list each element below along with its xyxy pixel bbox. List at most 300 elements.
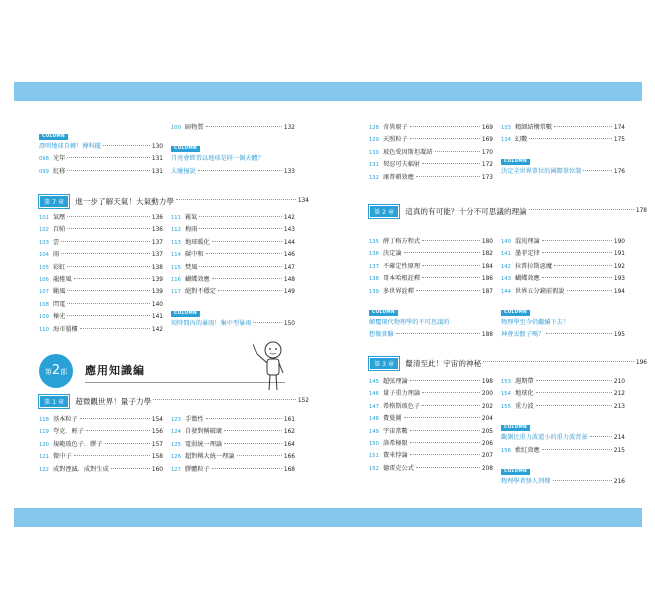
entry-number: 137 <box>369 263 379 270</box>
entry-page: 158 <box>151 454 163 461</box>
entry-title: 拉普拉斯惡魔 <box>515 262 553 270</box>
toc-column <box>39 122 163 178</box>
toc-column <box>369 236 493 342</box>
entry-number: 106 <box>39 276 49 283</box>
toc-entry[interactable] <box>171 262 295 274</box>
entry-page: 207 <box>481 453 493 460</box>
chapter-title: 超微觀世界！量子力學 <box>75 396 152 406</box>
entry-number: 139 <box>369 288 379 295</box>
entry-title: 想像實驗 <box>369 331 394 339</box>
entry-page: 193 <box>613 276 625 283</box>
entry-title: 混沌理論 <box>515 238 540 245</box>
toc-entry[interactable] <box>39 311 163 323</box>
toc-column-entry[interactable] <box>39 141 163 153</box>
toc-column-entry[interactable] <box>171 153 295 165</box>
entry-page: 186 <box>481 276 493 283</box>
entry-number: 120 <box>39 441 49 448</box>
entry-number: 140 <box>501 239 511 245</box>
entry-page: 169 <box>481 137 493 144</box>
toc-entry[interactable] <box>39 286 163 298</box>
entry-number: 134 <box>501 137 511 144</box>
toc-entry[interactable] <box>369 147 493 159</box>
toc-entry[interactable] <box>39 212 163 224</box>
entry-page: 156 <box>151 429 163 436</box>
toc-entry[interactable] <box>501 273 625 285</box>
entry-number: 124 <box>171 429 181 436</box>
toc-entry[interactable] <box>39 324 163 336</box>
entry-title: 墨菲定律 <box>515 250 540 258</box>
entry-title: 哥本哈根詮釋 <box>383 275 421 283</box>
entry-title: 閃電 <box>53 300 66 308</box>
toc-entry[interactable] <box>369 248 493 260</box>
entry-title: 顛覆現代物理學的不可思議的 <box>369 318 450 326</box>
entry-page: 190 <box>613 239 625 245</box>
entry-page: 139 <box>151 289 163 296</box>
toc-column-entry[interactable] <box>501 432 625 444</box>
entry-number: 132 <box>369 174 379 181</box>
entry-page: 212 <box>613 391 625 398</box>
entry-page: 133 <box>283 168 295 175</box>
entry-number: 127 <box>171 466 181 473</box>
column-badge: COLUMN <box>171 311 200 317</box>
entry-title: 費曼圖 <box>383 415 402 423</box>
toc-entry[interactable] <box>501 236 625 248</box>
entry-title: 幻數 <box>515 136 528 144</box>
entry-page: 146 <box>283 252 295 259</box>
toc-entry[interactable] <box>369 438 493 450</box>
entry-number: 115 <box>171 264 181 271</box>
toc-entry[interactable] <box>171 414 295 426</box>
entry-number: 150 <box>369 440 379 447</box>
entry-page: 162 <box>283 429 295 436</box>
entry-title: 霧氣 <box>185 214 198 221</box>
entry-title: 康普頓效應 <box>383 173 414 181</box>
entry-number: 146 <box>369 391 379 398</box>
entry-title: 基本粒子 <box>53 416 78 423</box>
entry-title: 月亮會經常以地球是同一個天體？ <box>171 155 264 163</box>
entry-number: 129 <box>369 137 379 144</box>
toc-column <box>369 122 493 184</box>
entry-page: 157 <box>151 441 163 448</box>
toc-column-entry[interactable] <box>171 318 295 330</box>
toc-entry[interactable] <box>501 122 625 134</box>
chapter-page: 196 <box>635 360 647 366</box>
entry-title: 重力波 <box>515 402 534 410</box>
entry-title: 絕對不穩定 <box>185 288 216 296</box>
entry-page: 161 <box>283 417 295 423</box>
toc-entry[interactable] <box>369 236 493 248</box>
entry-number: 114 <box>171 252 181 259</box>
entry-title: 多世界詮釋 <box>383 287 414 295</box>
entry-page: 154 <box>151 417 163 423</box>
toc-entry[interactable] <box>369 122 493 134</box>
entry-number: 122 <box>39 466 49 473</box>
entry-title: 自發對稱破壞 <box>185 428 223 436</box>
entry-page: 182 <box>481 251 493 258</box>
entry-number: 147 <box>369 403 379 410</box>
entry-title: 雲 <box>53 238 60 246</box>
entry-title: 短時間內的暴雨！集中型暴雨 <box>171 319 252 327</box>
entry-number: 101 <box>39 215 49 221</box>
toc-entry[interactable] <box>39 426 163 438</box>
entry-page: 131 <box>151 168 163 175</box>
entry-title: 德雷克公式 <box>383 464 414 472</box>
entry-number: 105 <box>39 264 49 271</box>
toc-column <box>171 122 295 178</box>
entry-title: 地球化 <box>515 390 534 398</box>
entry-page: 164 <box>283 441 295 448</box>
toc-entry[interactable] <box>39 274 163 286</box>
entry-page: 202 <box>481 403 493 410</box>
entry-page: 137 <box>151 239 163 246</box>
chapter-heading[interactable] <box>39 194 309 208</box>
entry-number: 108 <box>39 301 49 308</box>
toc-entry[interactable] <box>369 273 493 285</box>
entry-title: 決定論 <box>383 250 402 258</box>
toc-entry[interactable] <box>501 261 625 273</box>
chapter-page: 152 <box>297 398 309 404</box>
toc-entry[interactable] <box>369 172 493 184</box>
toc-column-entry[interactable] <box>501 317 625 329</box>
chapter-badge: 第 7 章 <box>39 195 69 208</box>
entry-title: 量子重力理論 <box>383 390 421 398</box>
chapter-title: 釐清至此！宇宙的神秘 <box>405 358 482 368</box>
entry-title: 玻色愛因斯坦凝結 <box>383 148 433 156</box>
entry-title: 超弦理論 <box>383 378 408 385</box>
toc-entry[interactable] <box>369 261 493 273</box>
chapter-page: 178 <box>635 208 647 214</box>
entry-number: 099 <box>39 168 49 175</box>
entry-number: 125 <box>171 441 181 448</box>
entry-page: 136 <box>151 227 163 234</box>
bottom-color-band <box>14 508 642 527</box>
toc-entry[interactable] <box>501 445 625 457</box>
toc-entry[interactable] <box>501 388 625 400</box>
toc-entry[interactable] <box>171 451 295 463</box>
column-badge: COLUMN <box>171 146 200 152</box>
entry-page: 142 <box>151 326 163 333</box>
toc-column <box>171 212 295 330</box>
column-badge: COLUMN <box>369 310 398 316</box>
toc-entry[interactable] <box>501 329 625 341</box>
entry-title: 超對稱大統一理論 <box>185 453 235 461</box>
entry-number: 138 <box>369 276 379 283</box>
toc-entry[interactable] <box>369 401 493 413</box>
entry-title: 暗物質 <box>185 124 204 131</box>
entry-number: 152 <box>369 465 379 472</box>
entry-number: 111 <box>171 215 181 221</box>
toc-entry[interactable] <box>39 249 163 261</box>
entry-title: 雨 <box>53 251 60 259</box>
entry-number: 116 <box>171 276 181 283</box>
entry-page: 184 <box>481 263 493 270</box>
entry-title: 氣壓 <box>53 214 66 221</box>
entry-page: 176 <box>613 168 625 175</box>
toc-entry[interactable] <box>39 153 163 165</box>
toc-entry[interactable] <box>171 249 295 261</box>
entry-number: 112 <box>171 227 181 234</box>
entry-page: 169 <box>481 125 493 131</box>
entry-number: 156 <box>501 447 511 454</box>
entry-number: 107 <box>39 289 49 296</box>
entry-title: 地球暖化 <box>185 238 210 246</box>
entry-page: 147 <box>283 264 295 271</box>
chapter-heading[interactable] <box>369 204 647 218</box>
entry-title: 宇宙常數 <box>383 427 408 435</box>
entry-title: 電弱統一理論 <box>185 440 223 448</box>
entry-number: 143 <box>501 276 511 283</box>
entry-number: 118 <box>39 417 49 423</box>
entry-number: 148 <box>369 416 379 423</box>
entry-page: 150 <box>283 320 295 327</box>
toc-entry[interactable] <box>369 286 493 298</box>
toc-entry[interactable] <box>39 224 163 236</box>
entry-number: 100 <box>171 125 181 131</box>
entry-title: 膠體粒子 <box>185 465 210 473</box>
entry-page: 180 <box>481 239 493 245</box>
toc-entry[interactable] <box>39 414 163 426</box>
entry-page: 148 <box>283 276 295 283</box>
entry-page: 195 <box>613 332 625 339</box>
entry-page: 214 <box>613 435 625 442</box>
column-badge: COLUMN <box>39 134 68 140</box>
toc-column <box>171 414 295 476</box>
entry-page: 194 <box>613 288 625 295</box>
entry-page: 191 <box>613 251 625 258</box>
entry-page: 174 <box>613 125 625 131</box>
entry-title: 紅移 <box>53 167 66 175</box>
entry-page: 173 <box>481 174 493 181</box>
entry-number: 117 <box>171 289 181 296</box>
entry-number: 141 <box>501 251 511 258</box>
toc-column <box>501 236 625 342</box>
column-badge: COLUMN <box>501 310 530 316</box>
entry-page: 144 <box>283 239 295 246</box>
entry-title: 證明地球自轉！傅科擺 <box>39 143 101 150</box>
entry-number: 113 <box>171 239 181 246</box>
entry-page: 160 <box>151 466 163 473</box>
entry-number: 128 <box>369 125 379 131</box>
toc-entry[interactable] <box>171 237 295 249</box>
entry-page: 139 <box>151 276 163 283</box>
entry-title: 光年 <box>53 155 66 163</box>
entry-title: 薛丁格方程式 <box>383 238 421 245</box>
entry-title: 蝴蝶效應 <box>515 275 540 283</box>
entry-number: 098 <box>39 156 49 163</box>
toc-entry[interactable] <box>501 286 625 298</box>
chapter-title: 進一步了解天氣！大氣動力學 <box>75 196 174 206</box>
toc-column-entry[interactable] <box>501 166 625 178</box>
entry-title: 奇異原子 <box>383 124 408 131</box>
entry-page: 198 <box>481 379 493 385</box>
entry-number: 149 <box>369 428 379 435</box>
entry-title: 不確定性原理 <box>383 262 421 270</box>
toc-column <box>369 376 493 475</box>
toc-entry[interactable] <box>39 299 163 311</box>
toc-entry[interactable] <box>171 426 295 438</box>
entry-page: 140 <box>151 301 163 308</box>
entry-title: 百帕 <box>53 226 66 234</box>
entry-page: 131 <box>151 156 163 163</box>
part-badge: 第2部 <box>39 354 73 388</box>
toc-entry[interactable] <box>171 224 295 236</box>
entry-number: 144 <box>501 288 511 295</box>
entry-title: 大碰撞說 <box>171 167 196 175</box>
entry-number: 102 <box>39 227 49 234</box>
toc-entry[interactable] <box>501 134 625 146</box>
entry-title: 焚風 <box>185 263 198 271</box>
entry-page: 172 <box>481 162 493 169</box>
entry-number: 145 <box>369 379 379 385</box>
entry-page: 204 <box>481 416 493 423</box>
entry-number: 154 <box>501 391 511 398</box>
entry-page: 216 <box>613 478 625 485</box>
entry-number: 126 <box>171 454 181 461</box>
entry-page: 168 <box>283 466 295 473</box>
entry-number: 109 <box>39 314 49 321</box>
entry-title: 海市蜃樓 <box>53 325 78 333</box>
toc-column <box>39 414 163 476</box>
part-title: 應用知識編 <box>85 364 145 377</box>
entry-title: 藍紅效應 <box>515 446 540 454</box>
entry-page: 136 <box>151 215 163 221</box>
toc-entry[interactable] <box>171 166 295 178</box>
chapter-heading[interactable] <box>369 356 647 370</box>
entry-page: 137 <box>151 252 163 259</box>
entry-title: 颱風 <box>53 288 66 296</box>
entry-title: 夸克．輕子 <box>53 428 84 436</box>
entry-page: 213 <box>613 403 625 410</box>
entry-number: 151 <box>369 453 379 460</box>
toc-entry[interactable] <box>369 413 493 425</box>
toc-entry[interactable] <box>171 439 295 451</box>
entry-page: 141 <box>151 314 163 321</box>
toc-column <box>501 376 625 488</box>
chapter-badge: 第 2 章 <box>369 205 399 218</box>
entry-page: 187 <box>481 288 493 295</box>
column-badge: COLUMN <box>501 469 530 475</box>
entry-title: 物理學者怪人列傳 <box>501 477 551 485</box>
toc-entry[interactable] <box>39 166 163 178</box>
entry-title: 精細結構常數 <box>515 124 553 131</box>
column-badge: COLUMN <box>501 425 530 431</box>
entry-title: 蝴蝶效應 <box>185 275 210 283</box>
toc-entry[interactable] <box>369 376 493 388</box>
entry-page: 142 <box>283 215 295 221</box>
toc-entry[interactable] <box>369 388 493 400</box>
entry-title: 決定全世界單位的國際單位制 <box>501 167 582 175</box>
entry-number: 153 <box>501 379 511 385</box>
entry-title: 微中子 <box>53 453 72 461</box>
entry-page: 132 <box>283 125 295 131</box>
entry-number: 104 <box>39 252 49 259</box>
toc-entry[interactable] <box>369 426 493 438</box>
chapter-title: 這真的有可能？十分不可思議的理論 <box>405 206 527 216</box>
entry-title: 費米悖論 <box>383 452 408 460</box>
entry-number: 133 <box>501 125 511 131</box>
toc-entry[interactable] <box>39 439 163 451</box>
entry-page: 175 <box>613 137 625 144</box>
toc-entry[interactable] <box>39 262 163 274</box>
entry-page: 143 <box>283 227 295 234</box>
entry-title: 規範玻色子．膠子 <box>53 440 103 448</box>
entry-number: 135 <box>369 239 379 245</box>
toc-entry[interactable] <box>501 376 625 388</box>
entry-title: 世界五分鐘前假說 <box>515 287 565 295</box>
entry-title: 成對湮滅．成對生成 <box>53 465 109 473</box>
entry-number: 103 <box>39 239 49 246</box>
entry-number: 119 <box>39 429 49 436</box>
toc-entry[interactable] <box>369 159 493 171</box>
toc-entry[interactable] <box>369 329 493 341</box>
entry-page: 170 <box>481 149 493 156</box>
toc-entry[interactable] <box>369 450 493 462</box>
entry-title: 週期帶 <box>515 378 534 385</box>
entry-title: 觀測比重力波還小的重力波背景 <box>501 434 588 442</box>
entry-title: 碳中和 <box>185 251 204 259</box>
toc-entry[interactable] <box>369 134 493 146</box>
chapter-badge: 第 3 章 <box>369 357 399 370</box>
entry-title: 龍捲風 <box>53 275 72 283</box>
entry-title: 物理學至今仍繼續下去！ <box>501 318 570 326</box>
entry-page: 200 <box>481 391 493 398</box>
entry-page: 166 <box>283 454 295 461</box>
toc-entry[interactable] <box>39 464 163 476</box>
toc-entry[interactable] <box>171 122 295 134</box>
chapter-badge: 第 1 章 <box>39 395 69 408</box>
entry-page: 210 <box>613 379 625 385</box>
toc-column <box>501 122 625 178</box>
toc-entry[interactable] <box>171 464 295 476</box>
entry-number: 110 <box>39 326 49 333</box>
entry-number: 136 <box>369 251 379 258</box>
chapter-heading[interactable] <box>39 394 309 408</box>
entry-page: 205 <box>481 428 493 435</box>
entry-number: 155 <box>501 403 511 410</box>
entry-number: 131 <box>369 162 379 169</box>
entry-title: 梅雨 <box>185 226 198 234</box>
toc-entry[interactable] <box>171 286 295 298</box>
entry-page: 192 <box>613 263 625 270</box>
entry-title: 神會丟骰子嗎？ <box>501 331 545 339</box>
toc-entry[interactable] <box>171 212 295 224</box>
toc-entry[interactable] <box>501 401 625 413</box>
toc-entry[interactable] <box>39 237 163 249</box>
entry-title: 洛希極限 <box>383 439 408 447</box>
toc-entry[interactable] <box>171 274 295 286</box>
toc-column-entry[interactable] <box>501 476 625 488</box>
entry-title: 天照粒子 <box>383 136 408 144</box>
entry-number: 121 <box>39 454 49 461</box>
toc-column-entry[interactable] <box>369 317 493 329</box>
entry-page: 215 <box>613 447 625 454</box>
entry-title: 手徵性 <box>185 416 204 423</box>
chapter-page: 134 <box>297 198 309 204</box>
entry-page: 206 <box>481 440 493 447</box>
column-badge: COLUMN <box>501 159 530 165</box>
entry-page: 138 <box>151 264 163 271</box>
entry-number: 142 <box>501 263 511 270</box>
entry-page: 188 <box>481 332 493 339</box>
top-color-band <box>14 82 642 101</box>
entry-page: 130 <box>151 144 163 150</box>
toc-entry[interactable] <box>39 451 163 463</box>
toc-entry[interactable] <box>369 463 493 475</box>
entry-number: 123 <box>171 417 181 423</box>
toc-entry[interactable] <box>501 248 625 260</box>
entry-page: 208 <box>481 465 493 472</box>
entry-title: 希格斯玻色子 <box>383 402 421 410</box>
